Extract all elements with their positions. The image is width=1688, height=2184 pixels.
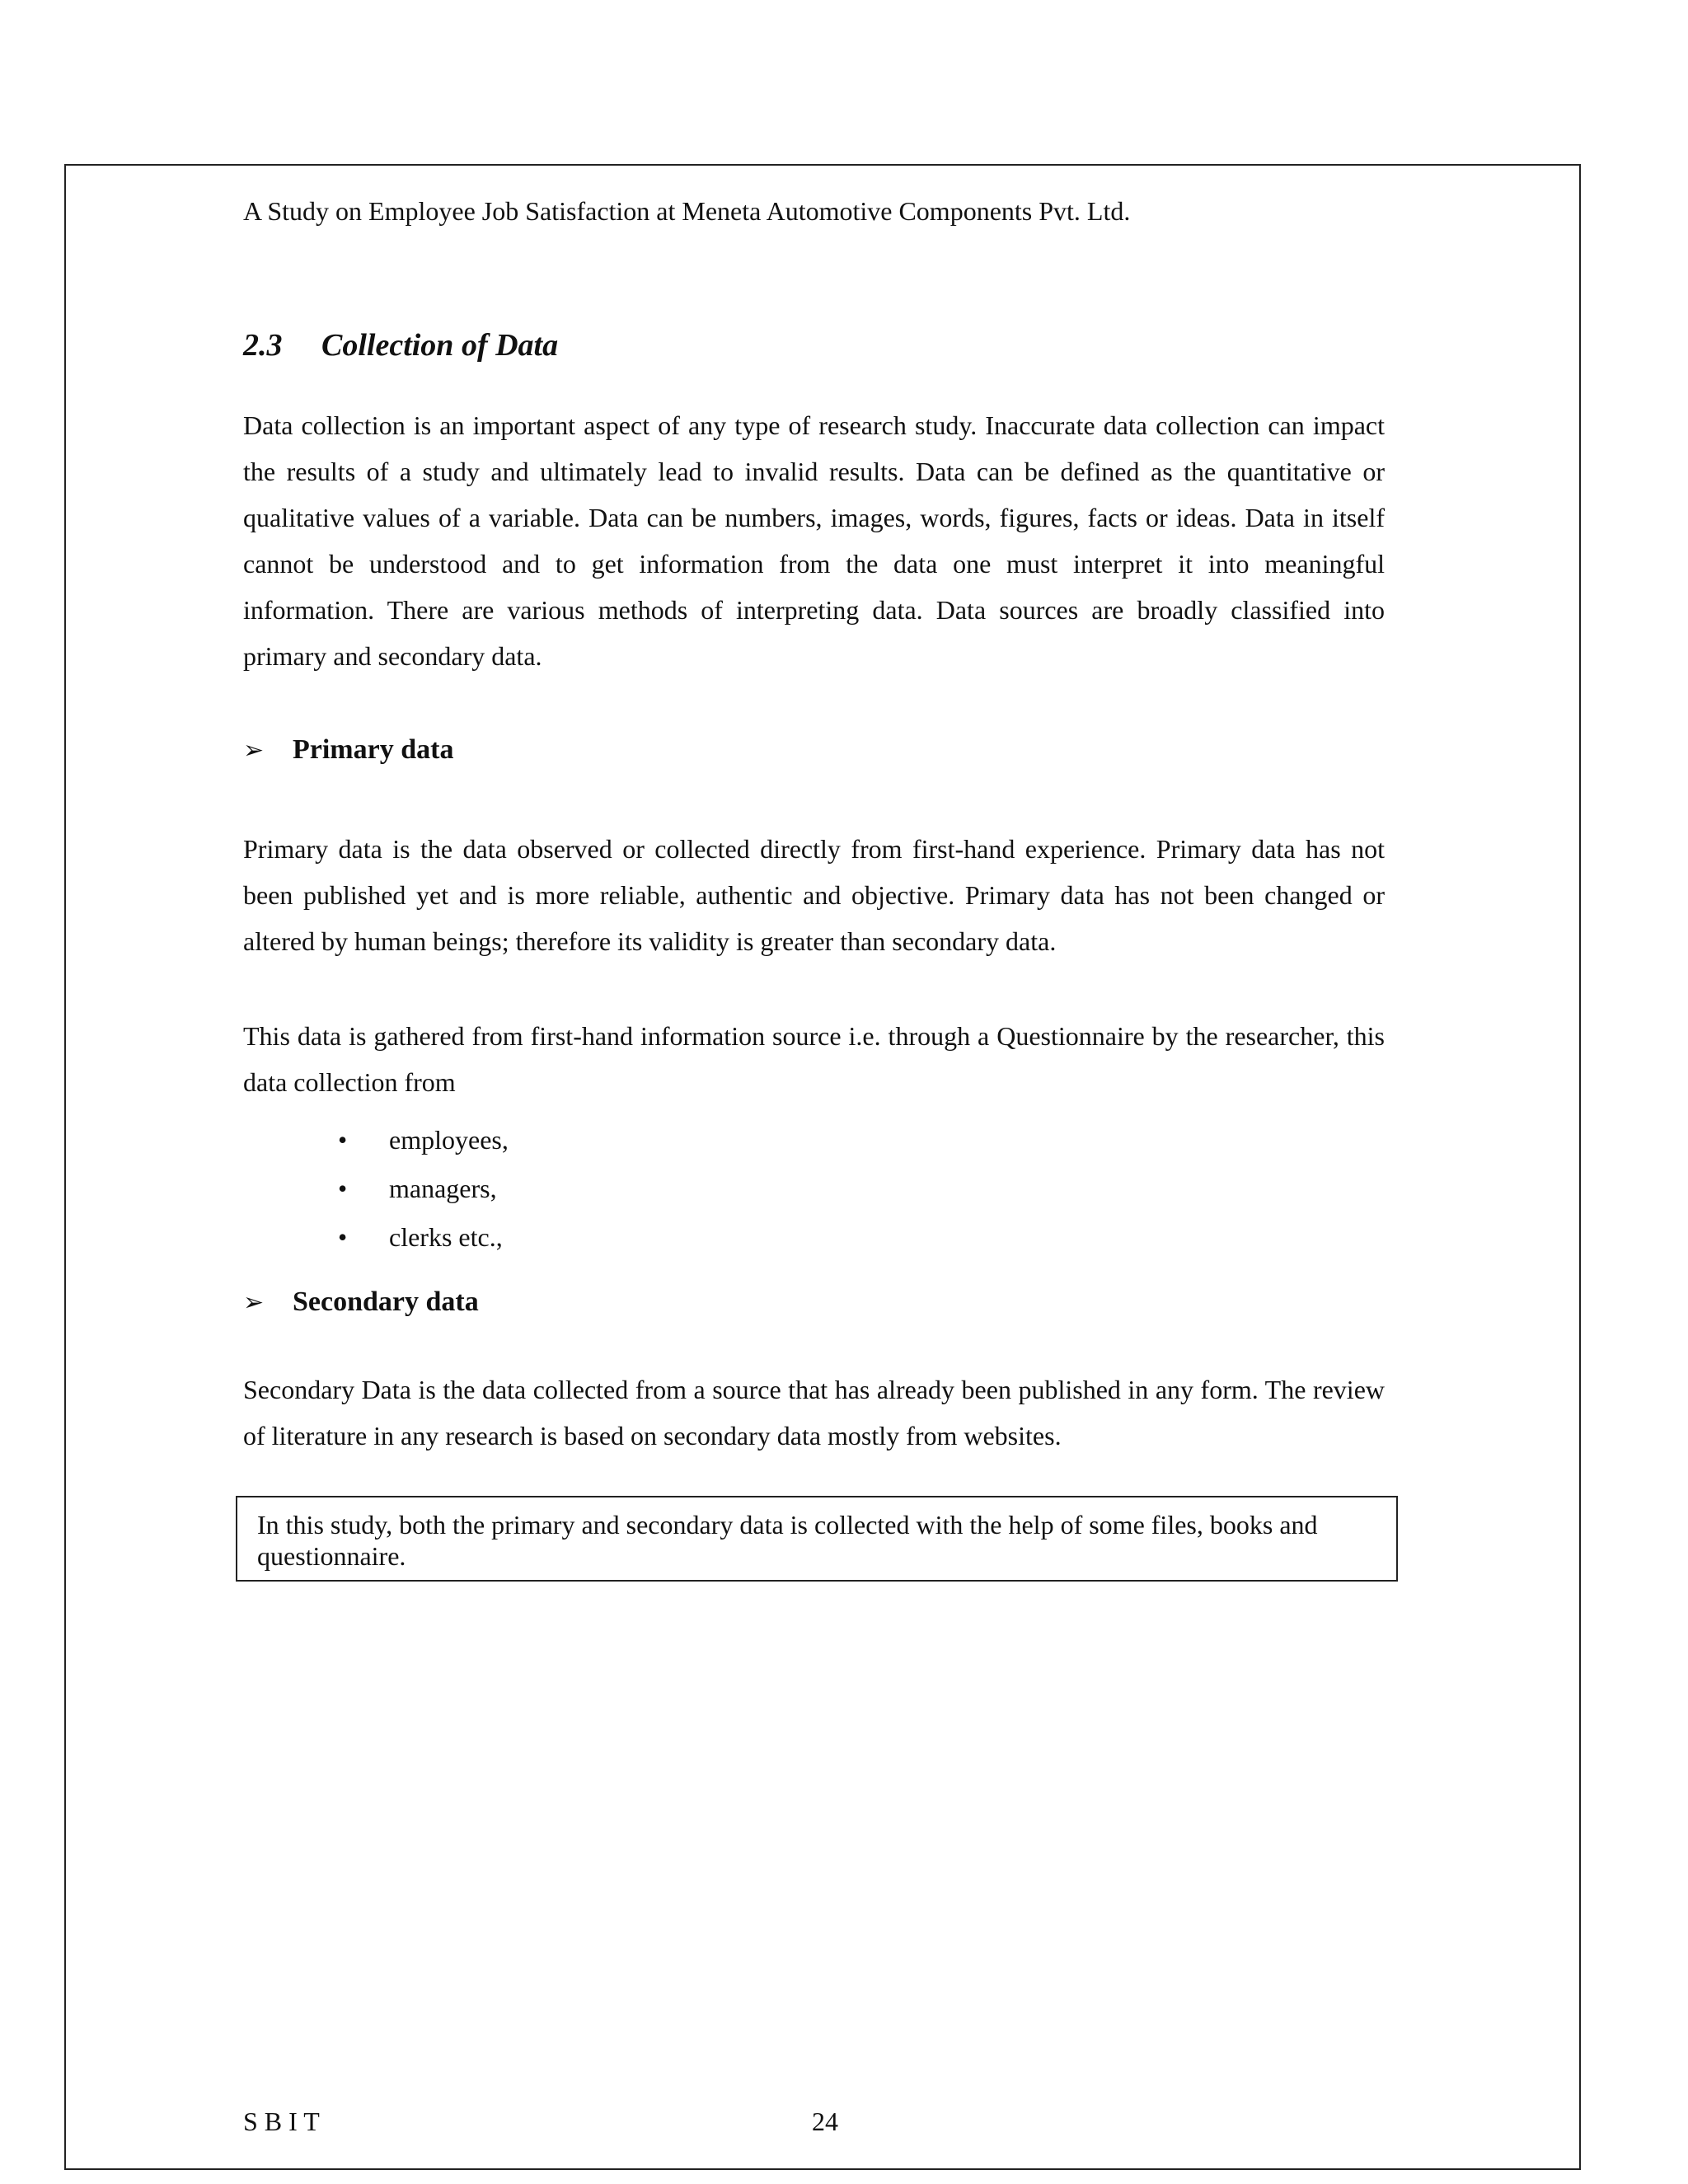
bullet-dot-icon: • <box>338 1174 348 1203</box>
secondary-paragraph-block <box>243 1366 1385 1459</box>
primary-data-heading-text: Primary data <box>293 734 454 765</box>
list-item-text: employees, <box>389 1125 509 1155</box>
arrow-bullet-icon: ➢ <box>243 737 265 764</box>
section-number: 2.3 <box>243 328 283 363</box>
list-item <box>338 1116 509 1165</box>
primary-paragraph-1: Primary data is the data observed or collected directly from first-hand experience. Primary data has not been published yet and is more reliable, authentic and objective. Primary data has not been changed or altered by human beings; therefore its validity is greater than secondary data. <box>243 834 1385 956</box>
primary-paragraph-block <box>243 826 1385 964</box>
section-title: Collection of Data <box>321 328 559 363</box>
bullet-dot-icon: • <box>338 1125 348 1155</box>
intro-paragraph: Data collection is an important aspect of any type of research study. Inaccurate data collection can impact the results of a study and ultimately lead to invalid results. Data can be defined as the quantitative or qualitative values of a variable. Data can be numbers, images, words, figures, facts or ideas. Data in itself cannot be understood and to get information from the data one must interpret it into meaningful information. There are various methods of interpreting data. Data sources are broadly classified into primary and secondary data. <box>243 410 1385 671</box>
primary-paragraph-2: This data is gathered from first-hand information source i.e. through a Questionnaire by the researcher, this data collection from <box>243 1021 1385 1097</box>
running-header: A Study on Employee Job Satisfaction at Meneta Automotive Components Pvt. Ltd. <box>243 196 1131 226</box>
list-item <box>338 1165 509 1213</box>
footer-institution: S B I T <box>243 2107 320 2136</box>
list-item <box>338 1213 509 1262</box>
secondary-paragraph: Secondary Data is the data collected from a source that has already been published in any form. The review of literature in any research is based on secondary data mostly from websites. <box>243 1375 1385 1451</box>
bullet-dot-icon: • <box>338 1222 348 1252</box>
intro-paragraph-block <box>243 402 1385 679</box>
list-item-text: clerks etc., <box>389 1222 503 1252</box>
primary-paragraph-2-block <box>243 1013 1385 1105</box>
source-list <box>338 1116 509 1262</box>
section-heading <box>243 326 558 365</box>
primary-data-heading <box>243 732 453 769</box>
list-item-text: managers, <box>389 1174 497 1203</box>
secondary-data-heading-text: Secondary data <box>293 1286 479 1317</box>
secondary-data-heading <box>243 1284 479 1321</box>
page-number: 24 <box>812 2107 838 2136</box>
boxed-note: In this study, both the primary and secondary data is collected with the help of some files, books and questionnaire. <box>236 1496 1398 1582</box>
arrow-bullet-icon: ➢ <box>243 1289 265 1316</box>
